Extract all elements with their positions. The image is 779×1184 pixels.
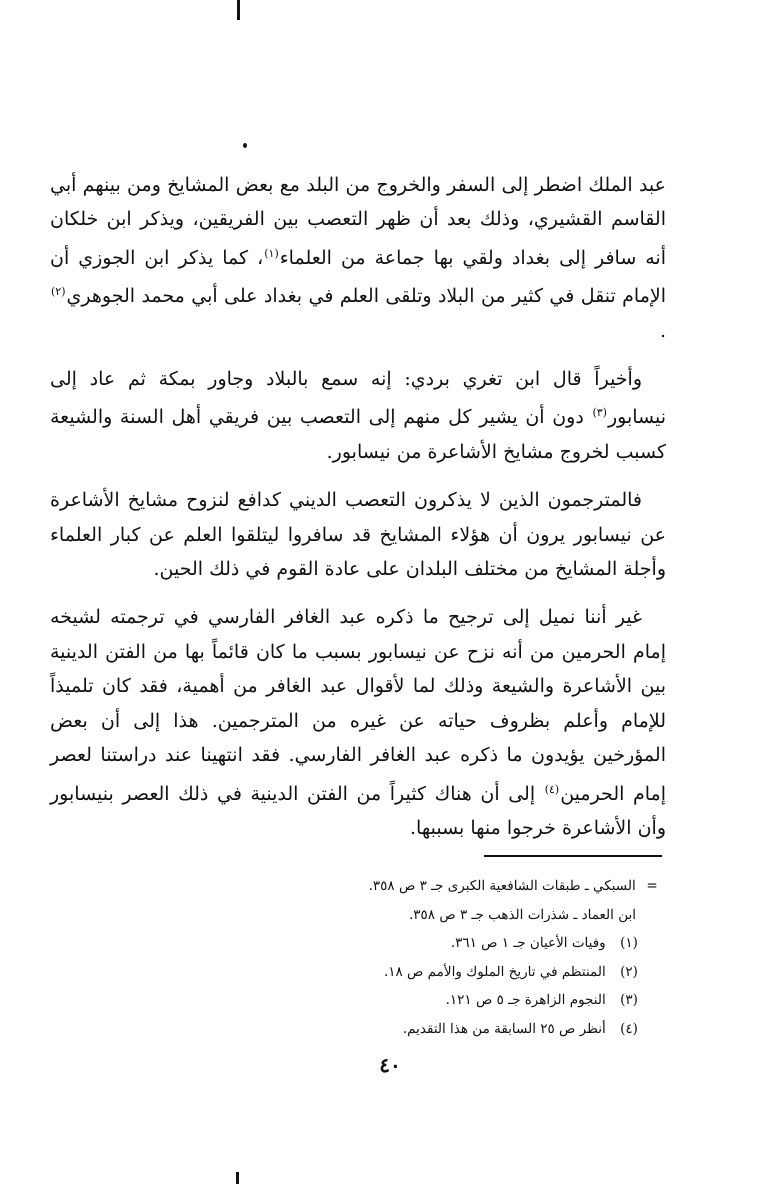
paragraph-2: وأخيراً قال ابن تغري بردي: إنه سمع بالبلاد وجاور بمكة ثم عاد إلى نيسابور$^{(٣)}$ دون أن يشير كل منهم إلى التعصب بين فريقي أهل السنة والشيعة كسبب لخروج مشايخ الأشاعرة من نيسابور.	[50, 368, 666, 463]
paragraph-1: عبد الملك اضطر إلى السفر والخروج من البلد مع بعض المشايخ ومن بينهم أبي القاسم القشيري، وذلك بعد أن ظهر التعصب بين الفريقين، ويذكر ابن خلكان أنه سافر إلى بغداد ولقي بها جماعة من العلماء$^{(١)}$، كما يذكر ابن الجوزي أن الإمام تنقل في كثير من البلاد وتلقى العلم في بغداد على أبي محمد الجوهري$^{(٢)}$ .	[50, 174, 667, 342]
footnote-number: (١)	[620, 935, 638, 951]
footnote-number: (٤)	[620, 1020, 638, 1037]
footnote-text: النجوم الزاهرة جـ ٥ ص ١٢١.	[445, 992, 606, 1008]
paragraph-4: غير أننا نميل إلى ترجيح ما ذكره عبد الغافر الفارسي في ترجمته لشيخه إمام الحرمين من أنه نزح عن نيسابور بسبب ما كان قائماً بها من الفتن الدينية بين الأشاعرة والشيعة وذلك لما لأقوال عبد الغافر من أهمية، فقد كان تلميذاً للإمام وأعلم بظروف حياته عن غيره من المترجمين. هذا إلى أن بعض المؤرخين يؤيدون ما ذكره عبد الغافر الفارسي. فقد انتهينا عند دراستنا لعصر إمام الحرمين$^{(٤)}$ إلى أن هناك كثيراً من الفتن الدينية في ذلك العصر بنيسابور وأن الأشاعرة خرجوا منها بسببها.	[50, 606, 666, 839]
footnote-ref-4: (٤)	[544, 782, 560, 796]
footnote-ref-1: (١)	[264, 246, 279, 260]
footnote-ref-2: (٢)	[51, 285, 66, 299]
footnote-text: السبكي ـ طبقات الشافعية الكبرى جـ ٣ ص ٣٥٨.	[368, 878, 636, 894]
footnote-text: أنظر ص ٢٥ السابقة من هذا التقديم.	[402, 1020, 606, 1037]
footnote-number: (٣)	[620, 992, 638, 1008]
page-number: ٤٠	[379, 1053, 401, 1077]
footnote-ref-3: (٣)	[592, 406, 607, 420]
print-speck	[243, 143, 247, 148]
footnote-3	[300, 986, 664, 1015]
main-text	[50, 168, 666, 859]
footnote-text: وفيات الأعيان جـ ١ ص ٣٦١.	[450, 935, 606, 951]
crop-mark-top	[237, 0, 240, 20]
footnote-continued-1	[300, 872, 664, 901]
footnote-text: المنتظم في تاريخ الملوك والأمم ص ١٨.	[383, 963, 606, 980]
crop-mark-bottom	[236, 1172, 239, 1184]
footnotes	[300, 872, 664, 1043]
footnote-4	[300, 1015, 664, 1044]
footnote-separator	[484, 855, 662, 857]
footnote-text: ابن العماد ـ شذرات الذهب جـ ٣ ص ٣٥٨.	[408, 906, 636, 923]
continuation-marker: =	[646, 878, 658, 894]
footnote-1	[300, 929, 664, 958]
footnote-2	[300, 958, 664, 987]
footnote-number: (٢)	[620, 963, 638, 980]
paragraph-3: فالمترجمون الذين لا يذكرون التعصب الديني كدافع لنزوح مشايخ الأشاعرة عن نيسابور يرون أن هؤلاء المشايخ قد سافروا ليتلقوا العلم عن كبار العلماء وأجلة المشايخ من مختلف البلدان على عادة القوم في ذلك الحين.	[50, 489, 666, 581]
footnote-continued-2	[300, 901, 664, 930]
